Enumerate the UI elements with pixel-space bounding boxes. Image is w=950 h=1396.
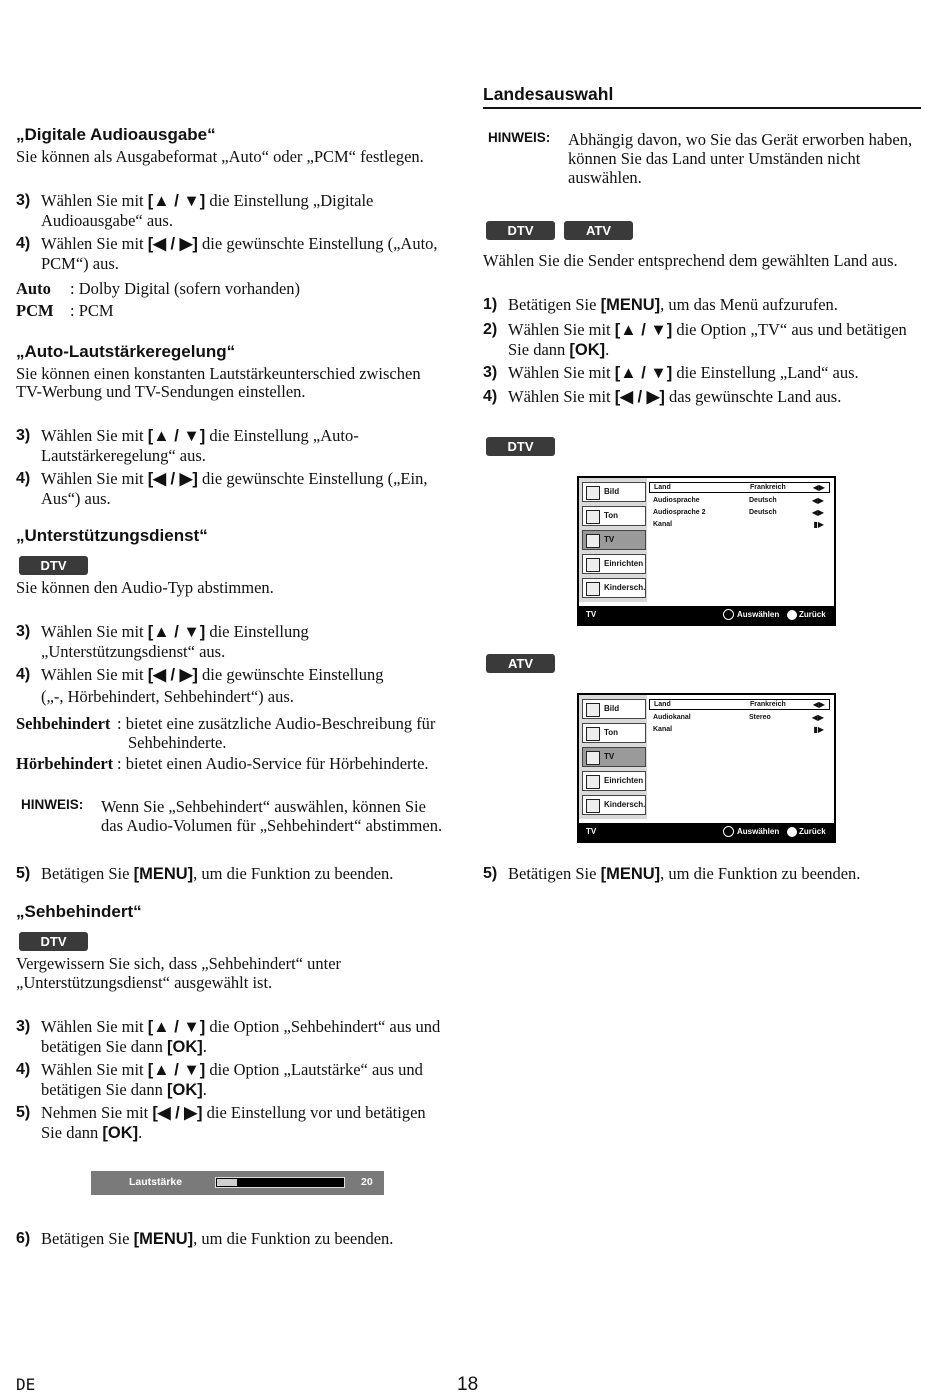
footer-language: DE bbox=[16, 1375, 36, 1394]
lock-icon bbox=[586, 799, 600, 813]
music-note-icon bbox=[586, 510, 600, 524]
key-updown: [▲ / ▼] bbox=[147, 427, 206, 445]
def-desc: : PCM bbox=[70, 301, 114, 320]
setup-icon bbox=[586, 775, 600, 789]
picture-icon bbox=[586, 486, 600, 500]
menu-item-bild[interactable]: Bild bbox=[582, 699, 646, 719]
music-note-icon bbox=[586, 727, 600, 741]
key-updown: [▲ / ▼] bbox=[147, 192, 206, 210]
lock-icon bbox=[586, 582, 600, 596]
menu-sidebar bbox=[579, 478, 647, 602]
menu-item-tv[interactable]: TV bbox=[582, 530, 646, 550]
page-number: 18 bbox=[457, 1374, 479, 1395]
setting-row[interactable]: Audiosprache Deutsch ◀▶ bbox=[653, 496, 824, 505]
key-leftright: [◀ / ▶] bbox=[152, 1104, 203, 1122]
section-desc: TV-Werbung und TV-Sendungen einstellen. bbox=[16, 382, 306, 401]
key-menu: [MENU] bbox=[133, 1230, 194, 1248]
key-leftright: [◀ / ▶] bbox=[614, 388, 665, 406]
menu-item-ton[interactable]: Ton bbox=[582, 506, 646, 526]
note-label: HINWEIS: bbox=[21, 797, 84, 812]
menu-item-ton[interactable]: Ton bbox=[582, 723, 646, 743]
title-rule bbox=[483, 107, 921, 109]
setting-row-land[interactable]: Land Frankreich ◀▶ bbox=[649, 482, 830, 493]
key-leftright: [◀ / ▶] bbox=[147, 666, 198, 684]
tv-icon bbox=[586, 534, 600, 548]
key-updown: [▲ / ▼] bbox=[614, 321, 673, 339]
page-title-country: Landesauswahl bbox=[483, 84, 614, 104]
section-desc: Vergewissern Sie sich, dass „Sehbehindert“ unter „Unterstützungsdienst“ ausgewählt ist. bbox=[16, 954, 342, 992]
dtv-badge: DTV bbox=[486, 437, 555, 456]
menu-item-kindersch[interactable]: Kindersch. bbox=[582, 578, 646, 598]
note-label: HINWEIS: bbox=[488, 130, 551, 145]
dtv-badge: DTV bbox=[486, 221, 555, 240]
menu-settings bbox=[649, 480, 830, 600]
key-ok: [OK] bbox=[167, 1038, 203, 1056]
key-leftright: [◀ / ▶] bbox=[147, 470, 198, 488]
volume-label: Lautstärke bbox=[129, 1176, 183, 1188]
def-term: PCM bbox=[16, 301, 54, 320]
dtv-badge: DTV bbox=[19, 556, 88, 575]
section-title-auto-volume: „Auto-Lautstärkeregelung“ bbox=[16, 342, 236, 361]
menu-item-tv[interactable]: TV bbox=[582, 747, 646, 767]
section-desc: Wählen Sie die Sender entsprechend dem gewählten Land aus. bbox=[483, 251, 898, 270]
def-term: Hörbehindert bbox=[16, 754, 114, 773]
setting-row[interactable]: Audiosprache 2 Deutsch ◀▶ bbox=[653, 508, 824, 517]
section-title-digital-audio: „Digitale Audioausgabe“ bbox=[16, 125, 216, 144]
key-menu: [MENU] bbox=[600, 296, 661, 314]
setting-row[interactable]: Kanal ▮▶ bbox=[653, 520, 824, 529]
menu-item-bild[interactable]: Bild bbox=[582, 482, 646, 502]
tv-menu-atv bbox=[577, 693, 836, 843]
key-ok: [OK] bbox=[167, 1081, 203, 1099]
menu-sidebar bbox=[579, 695, 647, 819]
menu-settings bbox=[649, 697, 830, 817]
key-updown: [▲ / ▼] bbox=[147, 1061, 206, 1079]
setting-row-land[interactable]: Land Frankreich ◀▶ bbox=[649, 699, 830, 710]
key-updown: [▲ / ▼] bbox=[147, 1018, 206, 1036]
back-button-icon bbox=[787, 827, 797, 837]
setting-row[interactable]: Audiokanal Stereo ◀▶ bbox=[653, 713, 824, 722]
def-desc: : Dolby Digital (sofern vorhanden) bbox=[70, 279, 301, 298]
menu-item-kindersch[interactable]: Kindersch. bbox=[582, 795, 646, 815]
section-desc: Sie können einen konstanten Lautstärkeunterschied zwischen bbox=[16, 364, 421, 383]
def-desc: : bietet einen Audio-Service für Hörbehinderte. bbox=[117, 754, 429, 773]
atv-badge: ATV bbox=[486, 654, 555, 673]
menu-footer-bar: TV Auswählen Zurück bbox=[579, 606, 834, 624]
ok-button-icon bbox=[723, 609, 734, 620]
menu-item-einrichten[interactable]: Einrichten bbox=[582, 771, 646, 791]
section-title-support-service: „Unterstützungsdienst“ bbox=[16, 526, 208, 545]
volume-fill bbox=[217, 1179, 237, 1186]
volume-bar bbox=[91, 1171, 384, 1195]
volume-track bbox=[215, 1177, 345, 1188]
note-text: Abhängig davon, wo Sie das Gerät erworben haben, können Sie das Land unter Umständen nicht auswählen. bbox=[568, 130, 913, 187]
key-menu: [MENU] bbox=[600, 865, 661, 883]
section-title-visually-impaired: „Sehbehindert“ bbox=[16, 902, 142, 921]
setup-icon bbox=[586, 558, 600, 572]
tv-icon bbox=[586, 751, 600, 765]
note-text: Wenn Sie „Sehbehindert“ auswählen, können Sie das Audio-Volumen für „Sehbehindert“ abstimmen. bbox=[101, 797, 443, 835]
ok-button-icon bbox=[723, 826, 734, 837]
key-updown: [▲ / ▼] bbox=[614, 364, 673, 382]
key-ok: [OK] bbox=[569, 341, 606, 359]
tv-menu-dtv bbox=[577, 476, 836, 626]
key-ok: [OK] bbox=[102, 1124, 139, 1142]
def-term: Sehbehindert bbox=[16, 714, 111, 733]
back-button-icon bbox=[787, 610, 797, 620]
setting-row[interactable]: Kanal ▮▶ bbox=[653, 725, 824, 734]
picture-icon bbox=[586, 703, 600, 717]
section-desc: Sie können als Ausgabeformat „Auto“ oder „PCM“ festlegen. bbox=[16, 147, 424, 166]
volume-value: 20 bbox=[361, 1176, 373, 1188]
atv-badge: ATV bbox=[564, 221, 633, 240]
key-updown: [▲ / ▼] bbox=[147, 623, 206, 641]
key-leftright: [◀ / ▶] bbox=[147, 235, 198, 253]
dtv-badge: DTV bbox=[19, 932, 88, 951]
menu-item-einrichten[interactable]: Einrichten bbox=[582, 554, 646, 574]
menu-footer-bar: TV Auswählen Zurück bbox=[579, 823, 834, 841]
def-term: Auto bbox=[16, 279, 51, 298]
section-desc: Sie können den Audio-Typ abstimmen. bbox=[16, 578, 274, 597]
def-desc: : bietet eine zusätzliche Audio-Beschreibung für Sehbehinderte. bbox=[117, 714, 436, 752]
key-menu: [MENU] bbox=[133, 865, 194, 883]
